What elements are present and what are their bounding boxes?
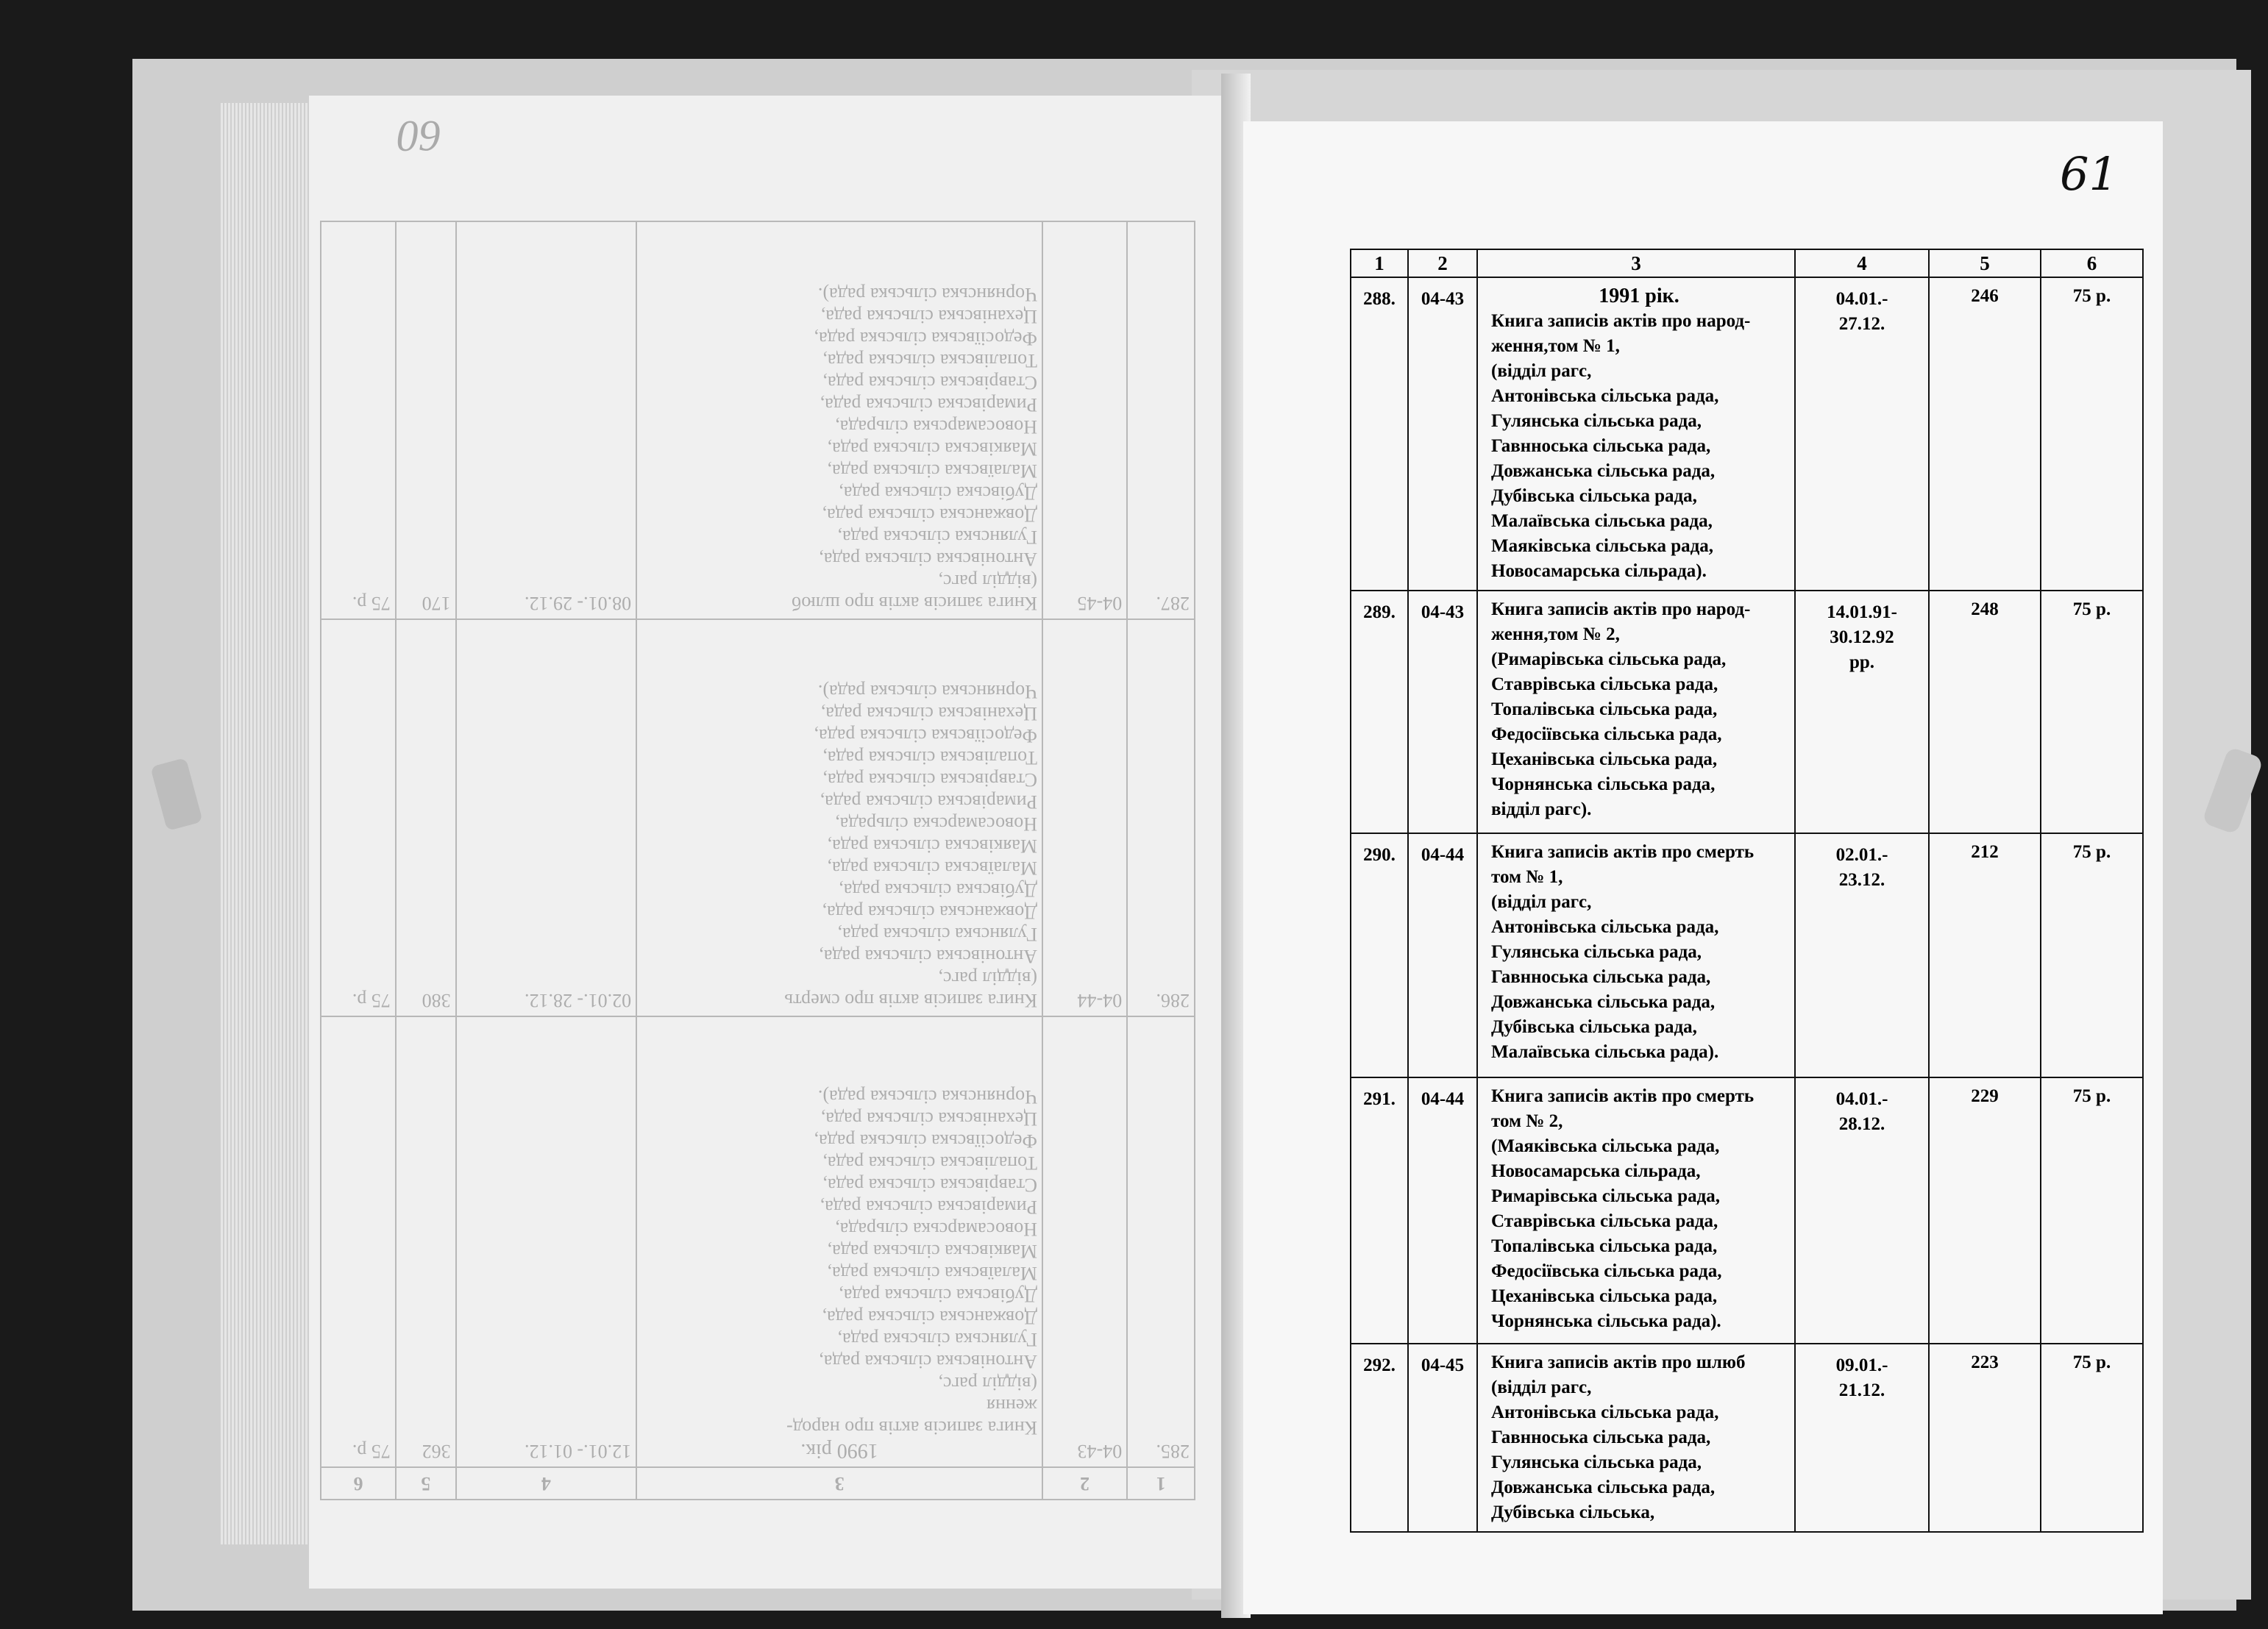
description-line: Антонівська сільська рада, xyxy=(1491,386,1719,406)
date-line: 28.12. xyxy=(1838,1114,1885,1134)
description-line: Гавнноська сільська рада, xyxy=(1491,1427,1711,1447)
table-row xyxy=(1351,1344,2143,1532)
date-range xyxy=(1795,277,1929,591)
sheet-count: 246 xyxy=(1929,277,2041,591)
left-description-line: Чорнянська сільська рада). xyxy=(817,681,1038,703)
description-line: (відділ рагс, xyxy=(1491,361,1592,381)
record-description xyxy=(1477,591,1795,833)
left-description-line: Федосіївська сільська рада, xyxy=(814,327,1038,349)
left-table-header xyxy=(321,1467,1195,1500)
date-line: 04.01.- xyxy=(1835,289,1888,309)
description-line: Топалівська сільська рада, xyxy=(1491,699,1718,719)
left-description-line: Чорнянська сільська рада). xyxy=(817,283,1038,305)
fond-code: 04-43 xyxy=(1408,277,1477,591)
left-year-heading: 1990 рік. xyxy=(800,1439,878,1462)
description-line: Федосіївська сільська рада, xyxy=(1491,1261,1722,1281)
date-line: 02.01.- xyxy=(1835,845,1888,865)
sheet-count: 223 xyxy=(1929,1344,2041,1532)
left-description-line: Маяківська сільська рада, xyxy=(827,1241,1038,1262)
header-col-2: 2 xyxy=(1408,249,1477,277)
left-header-2: 2 xyxy=(1042,1467,1127,1500)
description-line: відділ рагс). xyxy=(1491,799,1592,819)
left-description-line: Федосіївська сільська рада, xyxy=(814,725,1038,747)
retention-term: 75 р. xyxy=(2041,1344,2143,1532)
register-header-row xyxy=(1351,249,2143,277)
record-number: 288. xyxy=(1351,277,1408,591)
description-line: Книга записів актів про народ- xyxy=(1491,599,1751,619)
left-description-line: Книга записів актів про народ- xyxy=(786,1417,1038,1439)
sheet-count: 229 xyxy=(1929,1077,2041,1344)
date-range xyxy=(1795,1344,1929,1532)
description-line: Федосіївська сільська рада, xyxy=(1491,724,1722,744)
description-line: Новосамарська сільрада). xyxy=(1491,561,1707,581)
retention-term: 75 р. xyxy=(2041,833,2143,1077)
description-line: Малаївська сільська рада). xyxy=(1491,1042,1719,1062)
table-row xyxy=(1351,1077,2143,1344)
date-range xyxy=(1795,591,1929,833)
left-record-description xyxy=(636,1016,1042,1467)
description-line: Довжанська сільська рада, xyxy=(1491,992,1716,1012)
date-line: 21.12. xyxy=(1838,1380,1885,1400)
date-line: 30.12.92 xyxy=(1830,627,1894,647)
fond-code: 04-44 xyxy=(1408,833,1477,1077)
description-line: Антонівська сільська рада, xyxy=(1491,1402,1719,1422)
left-description-line: Чорнянська сільська рада). xyxy=(817,1086,1038,1108)
left-description-line: Антонівська сільська рада, xyxy=(819,548,1038,570)
left-description-line: Книга записів актів про смерть xyxy=(784,990,1038,1012)
left-sheet-count: 380 xyxy=(396,619,456,1017)
description-line: Гулянська сільська рада, xyxy=(1491,411,1702,431)
description-line: Книга записів актів про народ- xyxy=(1491,311,1751,331)
date-line: 27.12. xyxy=(1838,314,1885,334)
date-range xyxy=(1795,1077,1929,1344)
retention-term: 75 р. xyxy=(2041,591,2143,833)
header-col-3: 3 xyxy=(1477,249,1795,277)
description-line: (Римарівська сільська рада, xyxy=(1491,649,1727,669)
left-description-line: Довжанська сільська рада, xyxy=(822,902,1038,924)
description-line: Довжанська сільська рада, xyxy=(1491,461,1716,481)
header-col-1: 1 xyxy=(1351,249,1408,277)
left-record-description xyxy=(636,619,1042,1017)
description-line: Гулянська сільська рада, xyxy=(1491,1452,1702,1472)
left-record-number: 285. xyxy=(1127,1016,1195,1467)
left-record-description xyxy=(636,221,1042,619)
left-description-line: Ставрівська сільська рада, xyxy=(822,769,1038,791)
left-description-line: Довжанська сільська рада, xyxy=(822,1307,1038,1328)
record-description xyxy=(1477,277,1795,591)
table-row xyxy=(1351,277,2143,591)
description-line: Гавнноська сільська рада, xyxy=(1491,436,1711,456)
fond-code: 04-45 xyxy=(1408,1344,1477,1532)
left-description-line: Малаївська сільська рада, xyxy=(827,858,1038,880)
left-description-line: Новосамарська сільрада, xyxy=(835,416,1038,438)
description-line: (Маяківська сільська рада, xyxy=(1491,1136,1720,1156)
description-line: Дубівська сільська, xyxy=(1491,1503,1655,1522)
left-description-line: ження xyxy=(987,1395,1038,1416)
sheet-count: 248 xyxy=(1929,591,2041,833)
left-description-line: Топалівська сільська рада, xyxy=(822,1152,1038,1174)
description-line: Дубівська сільська рада, xyxy=(1491,486,1697,506)
description-line: Новосамарська сільрада, xyxy=(1491,1161,1701,1181)
left-header-3: 3 xyxy=(636,1467,1042,1500)
description-line: (відділ рагс, xyxy=(1491,1377,1592,1397)
left-header-1: 1 xyxy=(1127,1467,1195,1500)
record-number: 290. xyxy=(1351,833,1408,1077)
description-line: Гавнноська сільська рада, xyxy=(1491,967,1711,987)
right-page-number: 61 xyxy=(2060,147,2118,201)
left-table-row xyxy=(321,1016,1195,1467)
left-header-4: 4 xyxy=(456,1467,637,1500)
year-heading: 1991 рік. xyxy=(1599,285,1679,307)
fond-code: 04-43 xyxy=(1408,591,1477,833)
left-page-showthrough xyxy=(320,221,1195,1500)
record-number: 292. xyxy=(1351,1344,1408,1532)
left-description-line: Малаївська сільська рада, xyxy=(827,460,1038,482)
left-header-5: 5 xyxy=(396,1467,456,1500)
record-number: 289. xyxy=(1351,591,1408,833)
left-description-line: Дубівська сільська рада, xyxy=(839,1285,1038,1306)
description-line: Книга записів актів про шлюб xyxy=(1491,1352,1746,1372)
left-description-line: Дубівська сільська рада, xyxy=(839,880,1038,902)
left-description-line: Ставрівська сільська рада, xyxy=(822,371,1038,393)
description-line: Чорнянська сільська рада). xyxy=(1491,1311,1721,1331)
left-table xyxy=(320,221,1195,1500)
left-description-line: Цеханівська сільська рада, xyxy=(820,703,1038,725)
record-number: 291. xyxy=(1351,1077,1408,1344)
description-line: Антонівська сільська рада, xyxy=(1491,917,1719,937)
left-description-line: Римарівська сільська рада, xyxy=(820,393,1038,416)
left-page-number: 60 xyxy=(397,112,441,160)
date-line: 23.12. xyxy=(1838,870,1885,890)
left-description-line: Довжанська сільська рада, xyxy=(822,504,1038,526)
left-sheet-count: 170 xyxy=(396,221,456,619)
left-sheet-count: 362 xyxy=(396,1016,456,1467)
description-line: Маяківська сільська рада, xyxy=(1491,536,1714,556)
left-retention-term: 75 р. xyxy=(321,619,396,1017)
table-row xyxy=(1351,833,2143,1077)
left-description-line: Маяківська сільська рада, xyxy=(827,835,1038,858)
description-line: Топалівська сільська рада, xyxy=(1491,1236,1718,1256)
description-line: ження,том № 1, xyxy=(1491,336,1620,356)
date-range xyxy=(1795,833,1929,1077)
left-description-line: Новосамарська сільрада, xyxy=(835,813,1038,835)
description-line: том № 2, xyxy=(1491,1111,1563,1131)
description-line: Римарівська сільська рада, xyxy=(1491,1186,1720,1206)
left-description-line: Книга записів актів про шлюб xyxy=(792,592,1038,614)
left-description-line: Дубівська сільська рада, xyxy=(839,482,1038,504)
left-date-range: 02.01.- 28.12. xyxy=(456,619,637,1017)
description-line: Цеханівська сільська рада, xyxy=(1491,749,1718,769)
header-col-5: 5 xyxy=(1929,249,2041,277)
left-description-line: Топалівська сільська рада, xyxy=(822,747,1038,769)
record-description xyxy=(1477,1077,1795,1344)
retention-term: 75 р. xyxy=(2041,1077,2143,1344)
fond-code: 04-44 xyxy=(1408,1077,1477,1344)
left-date-range: 12.01.- 01.12. xyxy=(456,1016,637,1467)
description-line: Книга записів актів про смерть xyxy=(1491,1086,1755,1106)
left-description-line: Антонівська сільська рада, xyxy=(819,946,1038,968)
record-description xyxy=(1477,1344,1795,1532)
date-line: 04.01.- xyxy=(1835,1089,1888,1109)
header-col-4: 4 xyxy=(1795,249,1929,277)
left-description-line: Цеханівська сільська рада, xyxy=(820,1108,1038,1130)
date-line: рр. xyxy=(1849,652,1875,672)
left-description-line: (відділ рагс, xyxy=(938,968,1038,990)
left-date-range: 08.01.- 29.12. xyxy=(456,221,637,619)
description-line: Ставрівська сільська рада, xyxy=(1491,1211,1718,1231)
left-fond-code: 04-44 xyxy=(1042,619,1127,1017)
description-line: Книга записів актів про смерть xyxy=(1491,842,1755,862)
description-line: Гулянська сільська рада, xyxy=(1491,942,1702,962)
date-line: 14.01.91- xyxy=(1827,602,1897,622)
description-line: ження,том № 2, xyxy=(1491,624,1620,644)
left-description-line: Антонівська сільська рада, xyxy=(819,1351,1038,1372)
left-description-line: Федосіївська сільська рада, xyxy=(814,1130,1038,1152)
header-col-6: 6 xyxy=(2041,249,2143,277)
left-retention-term: 75 р. xyxy=(321,1016,396,1467)
description-line: Чорнянська сільська рада, xyxy=(1491,774,1716,794)
left-record-number: 286. xyxy=(1127,619,1195,1017)
description-line: Малаївська сільська рада, xyxy=(1491,511,1713,531)
left-table-row xyxy=(321,221,1195,619)
description-line: том № 1, xyxy=(1491,867,1563,887)
left-fond-code: 04-43 xyxy=(1042,1016,1127,1467)
left-description-line: Ставрівська сільська рада, xyxy=(822,1174,1038,1196)
left-description-line: Малаївська сільська рада, xyxy=(827,1263,1038,1284)
left-description-line: Римарівська сільська рада, xyxy=(820,791,1038,813)
left-record-number: 287. xyxy=(1127,221,1195,619)
retention-term: 75 р. xyxy=(2041,277,2143,591)
description-line: Довжанська сільська рада, xyxy=(1491,1477,1716,1497)
left-description-line: Гулянська сільська рада, xyxy=(837,526,1038,548)
left-description-line: Новосамарська сільрада, xyxy=(835,1219,1038,1240)
record-description xyxy=(1477,833,1795,1077)
left-description-line: (відділ рагс, xyxy=(938,570,1038,592)
left-table-row xyxy=(321,619,1195,1017)
sheet-count: 212 xyxy=(1929,833,2041,1077)
description-line: Ставрівська сільська рада, xyxy=(1491,674,1718,694)
left-description-line: Топалівська сільська рада, xyxy=(822,349,1038,371)
left-description-line: Гулянська сільська рада, xyxy=(837,1329,1038,1350)
description-line: (відділ рагс, xyxy=(1491,892,1592,912)
left-description-line: Цеханівська сільська рада, xyxy=(820,305,1038,327)
table-row xyxy=(1351,591,2143,833)
description-line: Цеханівська сільська рада, xyxy=(1491,1286,1718,1306)
description-line: Дубівська сільська рада, xyxy=(1491,1017,1697,1037)
left-description-line: Римарівська сільська рада, xyxy=(820,1197,1038,1218)
left-description-line: (відділ рагс, xyxy=(938,1373,1038,1394)
left-description-line: Гулянська сільська рада, xyxy=(837,924,1038,946)
left-header-6: 6 xyxy=(321,1467,396,1500)
left-description-line: Маяківська сільська рада, xyxy=(827,438,1038,460)
date-line: 09.01.- xyxy=(1835,1355,1888,1375)
left-fond-code: 04-45 xyxy=(1042,221,1127,619)
left-retention-term: 75 р. xyxy=(321,221,396,619)
register-table xyxy=(1350,249,2144,1533)
